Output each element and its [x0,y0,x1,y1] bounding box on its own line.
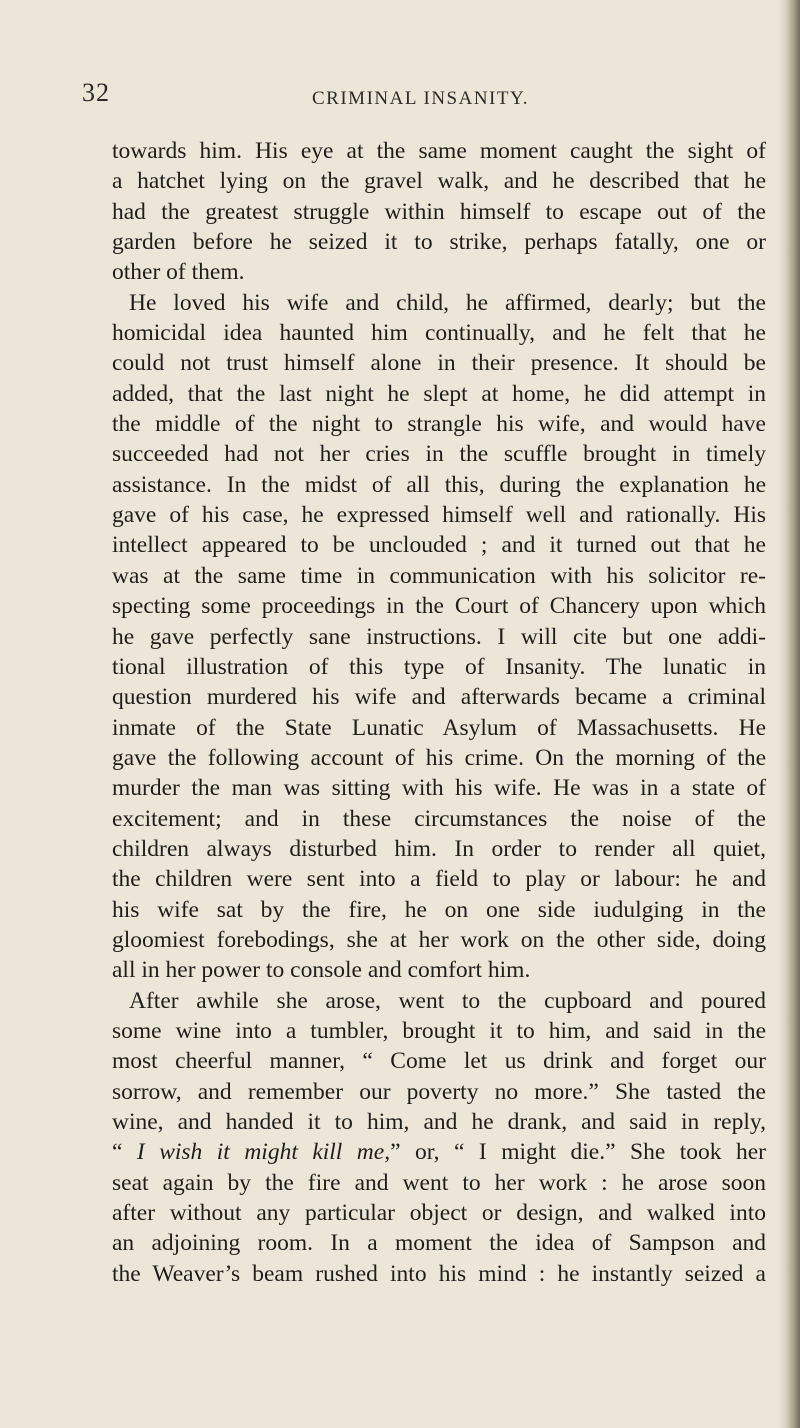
running-head-title: CRIMINAL INSANITY. [312,88,529,109]
text-line: had the greatest struggle within himself to escape out of the [112,198,766,225]
text-line: other of them. [112,259,245,286]
italic-quote: I wish it might kill me, [136,1139,391,1166]
text-line: specting some proceedings in the Court of Chancery upon which [112,593,766,620]
text-line: seat again by the fire and went to her work : he arose soon [112,1169,766,1196]
text-line: tional illustration of this type of Insanity. The lunatic in [112,653,766,680]
text-line: the Weaver’s beam rushed into his mind : he instantly seized a [112,1260,766,1287]
text-line: succeeded had not her cries in the scuffle brought in timely [112,441,766,468]
text-line: the middle of the night to strangle his wife, and would have [112,411,766,438]
page-number: 32 [82,78,110,107]
text-line: After awhile she arose, went to the cupboard and poured [129,987,766,1014]
text-line: some wine into a tumbler, brought it to him, and said in the [112,1017,766,1044]
quote-rest: ” or, “ I might die.” She took her [390,1139,766,1166]
text-line: his wife sat by the fire, he on one side iudulging in the [112,896,766,923]
text-line: most cheerful manner, “ Come let us drink and forget our [112,1048,766,1075]
text-line: he gave perfectly sane instructions. I will cite but one addi- [112,623,766,650]
text-line: added, that the last night he slept at home, he did attempt in [112,380,766,407]
text-line: sorrow, and remember our poverty no more.” She tasted the [112,1078,766,1105]
text-line: wine, and handed it to him, and he drank, and said in reply, [112,1109,766,1135]
text-line: towards him. His eye at the same moment caught the sight of [112,138,766,164]
text-line: question murdered his wife and afterwards became a criminal [112,684,766,711]
text-line: gloomiest forebodings, she at her work on the other side, doing [112,926,766,953]
text-line-with-italic [112,1137,766,1167]
text-line: excitement; and in these circumstances the noise of the [112,805,766,832]
text-line: He loved his wife and child, he affirmed, dearly; but the [129,289,766,316]
text-line: after without any particular object or design, and walked into [112,1200,766,1227]
text-line: could not trust himself alone in their presence. It should be [112,350,766,377]
text-line: gave the following account of his crime. On the morning of the [112,744,766,771]
text-line: all in her power to console and comfort him. [112,957,531,984]
text-line: garden before he seized it to strike, perhaps fatally, one or [112,229,766,256]
text-line: a hatchet lying on the gravel walk, and he described that he [112,168,766,195]
quote-open: “ [112,1139,137,1166]
text-line: the children were sent into a field to play or labour: he and [112,866,766,893]
text-line: homicidal idea haunted him continually, and he felt that he [112,320,766,347]
text-line: murder the man was sitting with his wife. He was in a state of [112,775,766,802]
text-line: an adjoining room. In a moment the idea of Sampson and [112,1230,766,1257]
text-line: inmate of the State Lunatic Asylum of Massachusetts. He [112,714,766,741]
text-line: children always disturbed him. In order to render all quiet, [112,835,766,862]
text-line: was at the same time in communication with his solicitor re- [112,562,766,589]
body-text [112,136,766,1289]
text-line: assistance. In the midst of all this, during the explanation he [112,471,766,498]
text-line: intellect appeared to be unclouded ; and it turned out that he [112,532,766,559]
text-line: gave of his case, he expressed himself well and rationally. His [112,502,766,529]
running-head [82,78,762,118]
page-edge-shadow [778,0,800,1428]
